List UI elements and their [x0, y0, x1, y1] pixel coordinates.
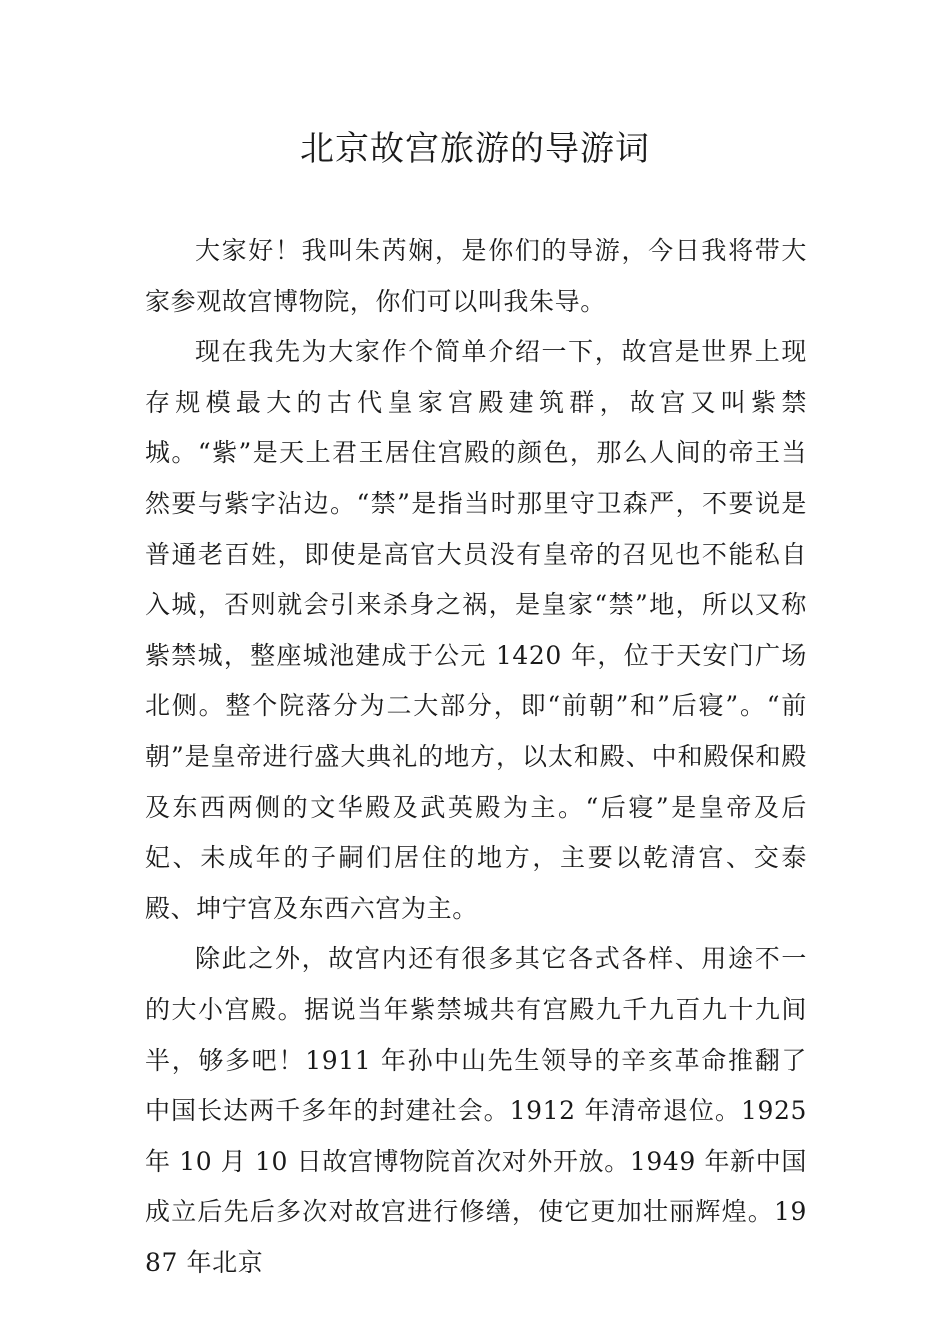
- document-body: [145, 226, 807, 1288]
- paragraph-greeting: 大家好！我叫朱芮娴，是你们的导游，今日我将带大家参观故宫博物院，你们可以叫我朱导。: [145, 236, 807, 316]
- paragraph-introduction: 现在我先为大家作个简单介绍一下，故宫是世界上现存规模最大的古代皇家宫殿建筑群，故宫又叫紫禁城。“紫”是天上君王居住宫殿的颜色，那么人间的帝王当然要与紫字沾边。“禁”是指当时那里守卫森严，不要说是普通老百姓，即使是高官大员没有皇帝的召见也不能私自入城，否则就会引来杀身之祸，是皇家“禁”地，所以又称紫禁城，整座城池建成于公元 1420 年，位于天安门广场北侧。整个院落分为二大部分，即“前朝”和”后寝”。“前朝”是皇帝进行盛大典礼的地方，以太和殿、中和殿保和殿及东西两侧的文华殿及武英殿为主。“后寝”是皇帝及后妃、未成年的子嗣们居住的地方，主要以乾清宫、交泰殿、坤宁宫及东西六宫为主。: [145, 337, 807, 923]
- paragraph-history: 除此之外，故宫内还有很多其它各式各样、用途不一的大小宫殿。据说当年紫禁城共有宫殿九千九百九十九间半，够多吧！1911 年孙中山先生领导的辛亥革命推翻了中国长达两千多年的封建社会。1912 年清帝退位。1925 年 10 月 10 日故宫博物院首次对外开放。1949 年新中国成立后先后多次对故宫进行修缮，使它更加壮丽辉煌。1987 年北京: [145, 944, 807, 1277]
- document-title: 北京故宫旅游的导游词: [300, 129, 650, 169]
